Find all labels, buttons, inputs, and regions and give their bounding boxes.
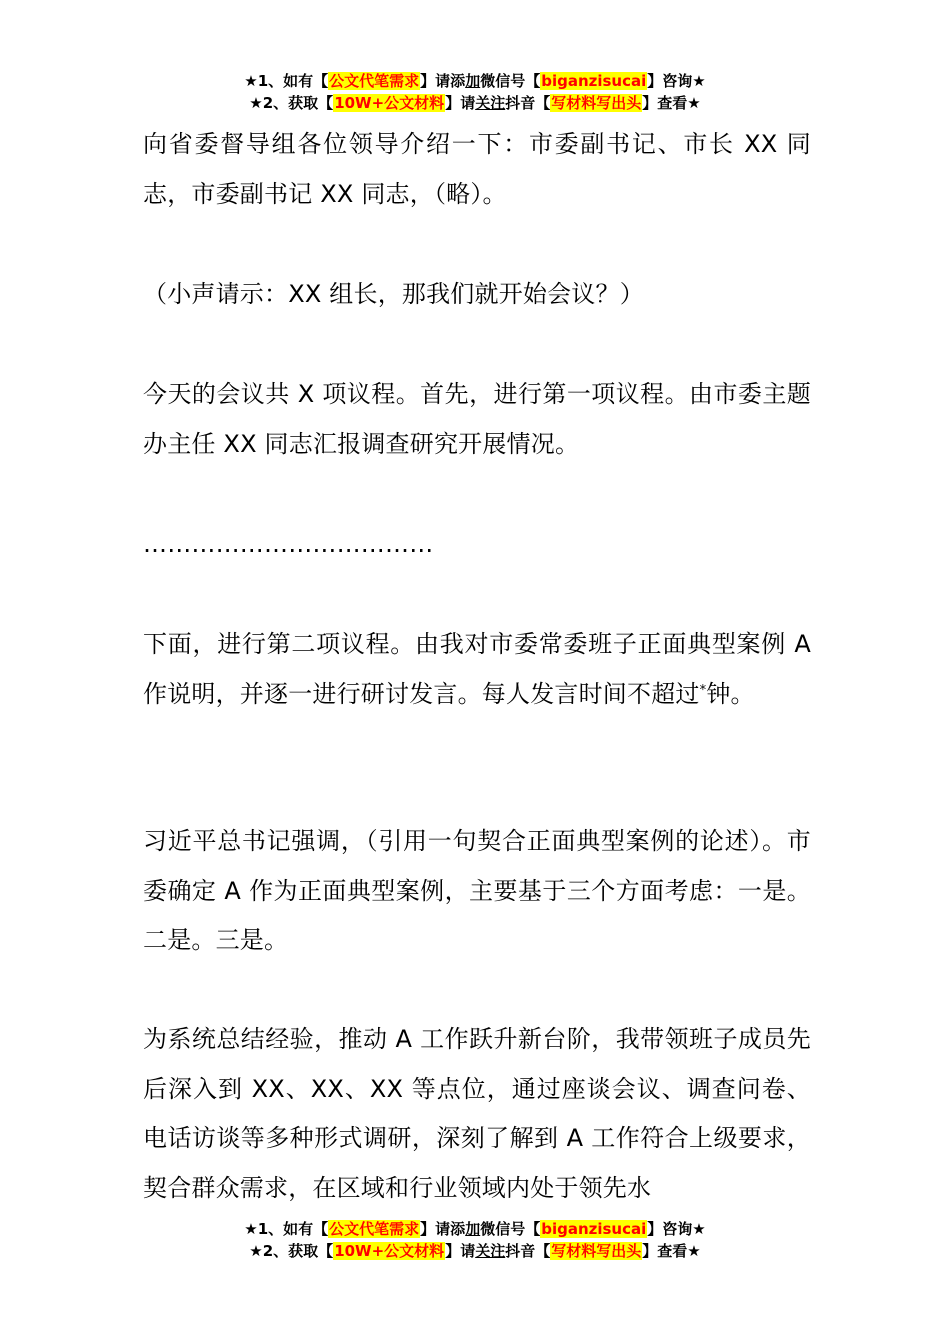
promo-line-2 [0,1240,950,1262]
promo-douyin-account: 写材料写出头 [551,94,642,112]
promo-text: 】咨询★ [647,72,706,90]
promo-text: ★1、如有【 [244,1220,329,1238]
footer-promo-banner [0,1218,950,1262]
paragraph-agenda-two [143,620,811,719]
promo-text: 】请添 [420,1220,466,1238]
promo-text: ★1、如有【 [244,72,329,90]
promo-text: 微信号【 [480,1220,541,1238]
promo-underlined-text: 关注 [475,1242,506,1260]
promo-text: 】查看★ [642,94,701,112]
promo-text: 】请添 [420,72,466,90]
promo-text: ★2、获取【 [249,1242,334,1260]
promo-wechat-id: biganzisucai [541,72,647,90]
paragraph-research-summary: 为系统总结经验，推动 A 工作跃升新台阶，我带领班子成员先后深入到 XX、XX、XX 等点位，通过座谈会议、调查问卷、电话访谈等多种形式调研，深刻了解到 A 工作符合上级要求，契合群众需求，在区域和行业领域内处于领先水 [143,1025,811,1202]
promo-highlight: 公文代笔需求 [329,1220,420,1238]
promo-highlight: 公文代笔需求 [329,72,420,90]
promo-underlined-text: 加 [465,1220,481,1238]
promo-underlined-text: 加 [465,72,481,90]
header-promo-banner [0,70,950,114]
promo-text: ★2、获取【 [249,94,334,112]
promo-text: 】咨询★ [647,1220,706,1238]
paragraph-text: 下面，进行第二项议程。由我对市委常委班子正面典型案例 A 作说明，并逐一进行研讨发言。每人发言时间不超过 [143,630,811,708]
paragraph-quote-reasons: 习近平总书记强调，（引用一句契合正面典型案例的论述）。市委确定 A 作为正面典型案例，主要基于三个方面考虑：一是。二是。三是。 [143,827,811,954]
promo-highlight: 10W+公文材料 [334,1242,445,1260]
promo-highlight: 10W+公文材料 [334,94,445,112]
paragraph-agenda-one: 今天的会议共 X 项议程。首先，进行第一项议程。由市委主题办主任 XX 同志汇报调查研究开展情况。 [143,380,811,458]
promo-text: 抖音【 [505,94,551,112]
promo-line-1 [0,70,950,92]
promo-line-2 [0,92,950,114]
paragraph-ellipsis: ……………………………… [143,530,434,558]
paragraph-introduction: 向省委督导组各位领导介绍一下：市委副书记、市长 XX 同志，市委副书记 XX 同志，（略）。 [143,130,811,208]
promo-underlined-text: 关注 [475,94,506,112]
paragraph-whisper-request: （小声请示：XX 组长，那我们就开始会议？） [143,280,644,308]
promo-line-1 [0,1218,950,1240]
superscript-mark: * [699,682,707,698]
promo-text: 】请 [445,1242,476,1260]
promo-text: 】请 [445,94,476,112]
promo-wechat-id: biganzisucai [541,1220,647,1238]
promo-douyin-account: 写材料写出头 [551,1242,642,1260]
paragraph-text: 钟。 [706,679,755,708]
promo-text: 微信号【 [480,72,541,90]
promo-text: 抖音【 [505,1242,551,1260]
promo-text: 】查看★ [642,1242,701,1260]
